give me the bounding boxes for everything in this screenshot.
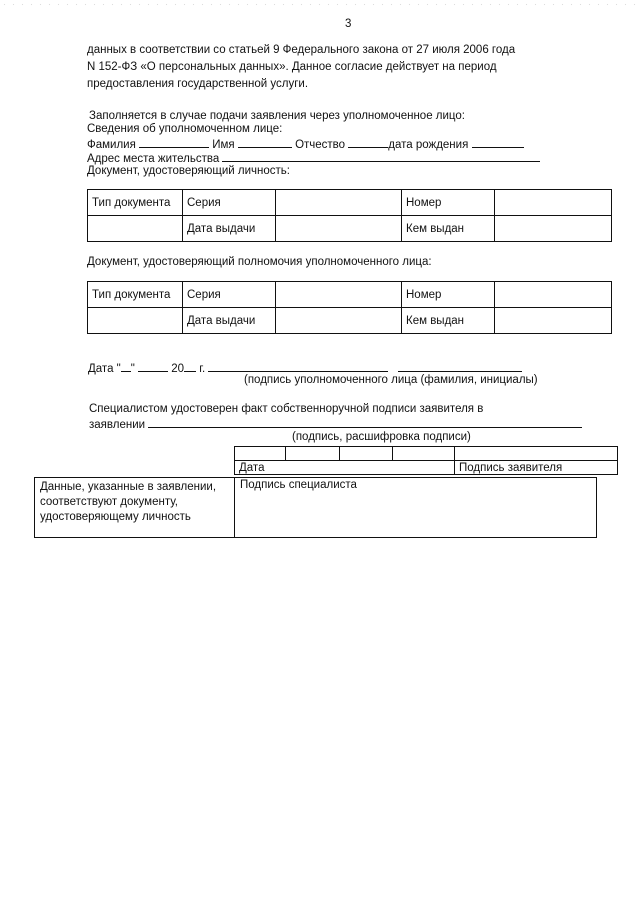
number-label: Номер — [402, 282, 495, 308]
issue-date-label: Дата выдачи — [183, 216, 276, 242]
day-field[interactable] — [121, 361, 131, 372]
proxy-info-label: Сведения об уполномоченном лице: — [87, 123, 283, 135]
doc-type-label: Тип документа — [88, 282, 183, 308]
date-quote: " — [130, 363, 135, 375]
date-cell-4[interactable] — [393, 447, 455, 461]
certification-line-1: Специалистом удостоверен факт собственноручной подписи заявителя в — [89, 403, 484, 415]
issue-date-field[interactable] — [276, 216, 402, 242]
name-label: Имя — [212, 139, 235, 151]
series-field[interactable] — [276, 282, 402, 308]
date-prefix: Дата " — [88, 363, 121, 375]
applicant-signature-field[interactable] — [455, 447, 618, 461]
doc-type-field[interactable] — [88, 308, 183, 334]
patronymic-field[interactable] — [348, 137, 388, 148]
data-statement: Данные, указанные в заявлении, соответствуют документу, удостоверяющему личность — [35, 478, 235, 538]
doc-type-field[interactable] — [88, 216, 183, 242]
issued-by-label: Кем выдан — [402, 308, 495, 334]
specialist-signature-field[interactable] — [148, 417, 582, 428]
page-number: 3 — [345, 18, 352, 30]
date-line — [88, 361, 522, 375]
year-field[interactable] — [184, 361, 196, 372]
proxy-signature-caption: (подпись уполномоченного лица (фамилия, инициалы) — [244, 374, 538, 386]
number-field[interactable] — [495, 282, 612, 308]
year-suffix: г. — [199, 363, 206, 375]
number-field[interactable] — [495, 190, 612, 216]
surname-label: Фамилия — [87, 139, 136, 151]
applicant-signature-table — [234, 446, 618, 475]
applicant-signature-label: Подпись заявителя — [455, 461, 618, 475]
series-label: Серия — [183, 282, 276, 308]
specialist-signature-cell[interactable] — [235, 478, 597, 538]
certification-prefix: заявлении — [89, 419, 146, 431]
date-cell-2[interactable] — [286, 447, 340, 461]
scan-noise — [0, 2, 640, 8]
specialist-verification-table — [34, 477, 597, 538]
issued-by-label: Кем выдан — [402, 216, 495, 242]
certification-line-2 — [89, 417, 582, 431]
year-prefix: 20 — [171, 363, 185, 375]
patronymic-label: Отчество — [295, 139, 346, 151]
proxy-initials-field[interactable] — [398, 361, 522, 372]
authority-doc-table — [87, 281, 612, 334]
date-cell-1[interactable] — [235, 447, 286, 461]
id-doc-table — [87, 189, 612, 242]
address-row — [87, 151, 540, 165]
intro-line-3: предоставления государственной услуги. — [87, 78, 309, 90]
specialist-signature-label: Подпись специалиста — [240, 479, 357, 491]
date-label: Дата — [235, 461, 455, 475]
proxy-heading: Заполняется в случае подачи заявления через уполномоченное лицо: — [89, 110, 465, 122]
name-field[interactable] — [238, 137, 292, 148]
address-field[interactable] — [222, 151, 540, 162]
proxy-name-row — [87, 137, 524, 151]
issue-date-field[interactable] — [276, 308, 402, 334]
series-label: Серия — [183, 190, 276, 216]
month-field[interactable] — [138, 361, 168, 372]
series-field[interactable] — [276, 190, 402, 216]
issued-by-field[interactable] — [495, 308, 612, 334]
certification-caption: (подпись, расшифровка подписи) — [292, 431, 471, 443]
date-cell-3[interactable] — [340, 447, 393, 461]
authority-doc-label: Документ, удостоверяющий полномочия уполномоченного лица: — [87, 256, 432, 268]
number-label: Номер — [402, 190, 495, 216]
doc-type-label: Тип документа — [88, 190, 183, 216]
birthdate-field[interactable] — [472, 137, 524, 148]
intro-line-2: N 152-ФЗ «О персональных данных». Данное согласие действует на период — [87, 61, 497, 73]
issue-date-label: Дата выдачи — [183, 308, 276, 334]
surname-field[interactable] — [139, 137, 209, 148]
address-label: Адрес места жительства — [87, 153, 220, 165]
id-doc-label: Документ, удостоверяющий личность: — [87, 165, 290, 177]
issued-by-field[interactable] — [495, 216, 612, 242]
proxy-signature-field[interactable] — [208, 361, 388, 372]
intro-line-1: данных в соответствии со статьей 9 Федерального закона от 27 июля 2006 года — [87, 44, 516, 56]
birthdate-label: дата рождения — [388, 139, 469, 151]
